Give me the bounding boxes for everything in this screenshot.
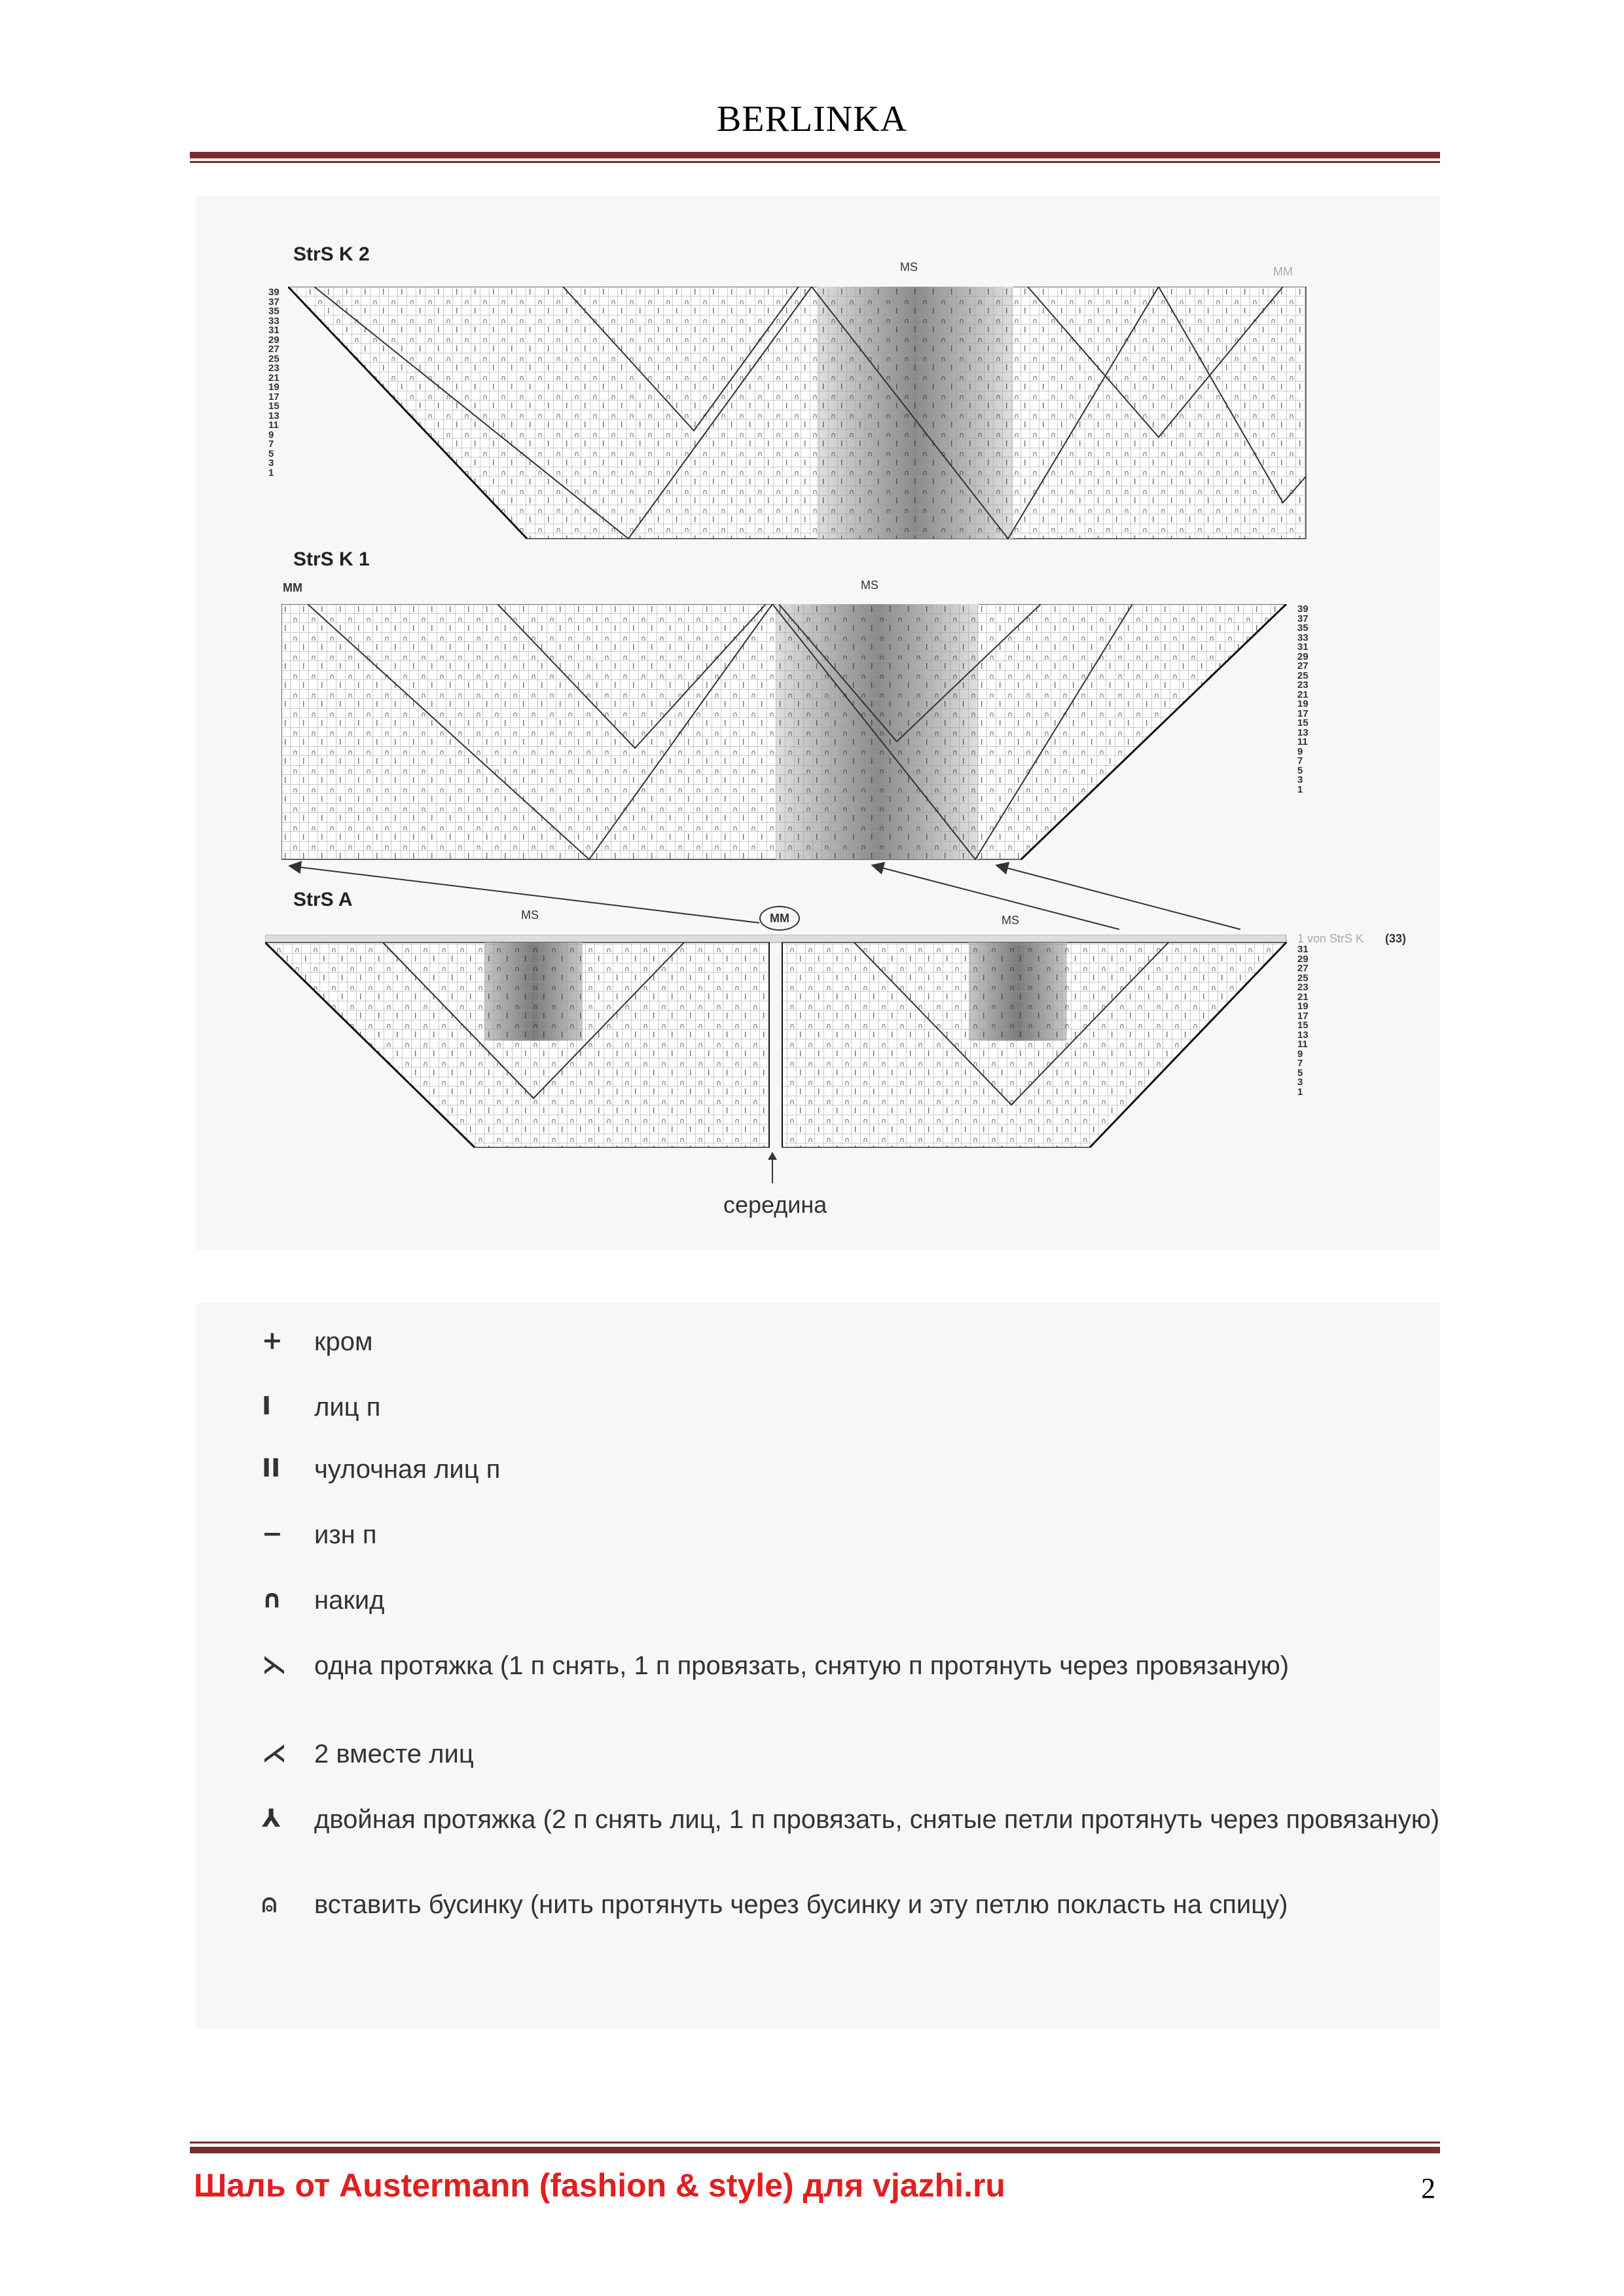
row-number: 11 xyxy=(268,420,279,431)
row-number: 27 xyxy=(268,344,280,355)
row-number: 25 xyxy=(1297,670,1308,681)
center-label: середина xyxy=(723,1191,827,1218)
row-number: 39 xyxy=(268,287,280,298)
row-number: 3 xyxy=(1297,1077,1303,1088)
footer-rule-thin xyxy=(190,2142,1440,2144)
chart-a-von-count: (33) xyxy=(1385,932,1407,945)
row-number: 11 xyxy=(1297,1039,1308,1050)
chart-k2-row-numbers xyxy=(268,288,280,478)
footer-rule xyxy=(190,2147,1440,2153)
row-number: 3 xyxy=(1297,774,1303,785)
page-number: 2 xyxy=(1421,2172,1435,2204)
legend-item xyxy=(262,1453,500,1486)
row-number: 19 xyxy=(1297,1001,1308,1012)
row-number: 27 xyxy=(1297,660,1308,672)
chart-a-ms-right: MS xyxy=(1001,914,1019,927)
footer-text: Шаль от Austermann (fashion & style) для vjazhi.ru xyxy=(194,2167,1005,2204)
legend-text: лиц п xyxy=(314,1393,381,1422)
row-number: 31 xyxy=(268,325,280,336)
row-number: 3 xyxy=(268,457,274,469)
row-number: 23 xyxy=(1297,679,1308,691)
legend-text: одна протяжка (1 п снять, 1 п провязать, снятую п протянуть через провязаную) xyxy=(314,1651,1290,1680)
row-number: 33 xyxy=(1297,632,1308,643)
row-number: 13 xyxy=(268,410,280,422)
stockinette-icon: II xyxy=(262,1454,281,1482)
page-title: BERLINKA xyxy=(716,99,908,139)
row-number: 27 xyxy=(1297,963,1308,974)
row-number: 21 xyxy=(1297,991,1308,1003)
legend-item xyxy=(262,1888,1288,1921)
row-number: 23 xyxy=(268,363,280,374)
header-rule-thin xyxy=(190,161,1440,163)
k2tog-icon: ⋌ xyxy=(262,1738,287,1767)
row-number: 31 xyxy=(1297,641,1308,653)
header-rule xyxy=(190,152,1440,158)
row-number: 31 xyxy=(1297,944,1308,955)
row-number: 5 xyxy=(1297,764,1303,776)
row-number: 15 xyxy=(268,401,280,412)
chart-k1-row-numbers xyxy=(1297,605,1308,795)
row-number: 13 xyxy=(1297,726,1308,738)
legend-text: изн п xyxy=(314,1520,377,1549)
legend-text: вставить бусинку (нить протянуть через бусинку и эту петлю покласть на спицу) xyxy=(314,1890,1288,1919)
legend-item xyxy=(262,1803,1439,1836)
legend-item xyxy=(262,1325,373,1358)
chart-a-von: 1 von StrS K xyxy=(1297,932,1364,945)
row-number: 7 xyxy=(1297,1058,1303,1069)
chart-a-mm-marker: MM xyxy=(759,906,800,931)
chart-a-ms-left: MS xyxy=(521,908,539,922)
purl-icon: − xyxy=(262,1519,283,1548)
plus-icon: + xyxy=(262,1326,283,1355)
bead-icon: ⍝ xyxy=(262,1889,277,1918)
row-number: 9 xyxy=(268,429,274,440)
row-number: 35 xyxy=(268,306,280,317)
chart-a-row-numbers xyxy=(1297,945,1308,1097)
chart-k2-mm: MM xyxy=(1273,265,1293,278)
row-number: 5 xyxy=(1297,1067,1303,1079)
double-decrease-icon: ⅄ xyxy=(262,1804,281,1833)
legend-text: кром xyxy=(314,1327,373,1356)
legend-item xyxy=(262,1738,474,1770)
yarn-over-icon: ∩ xyxy=(262,1585,282,1613)
row-number: 7 xyxy=(268,439,274,450)
ssk-icon: ⋋ xyxy=(262,1650,287,1679)
legend-text: 2 вместе лиц xyxy=(314,1740,474,1768)
chart-a-label: StrS A xyxy=(293,889,353,910)
legend-text: накид xyxy=(314,1586,385,1615)
row-number: 29 xyxy=(1297,651,1308,662)
row-number: 15 xyxy=(1297,717,1308,728)
row-number: 11 xyxy=(1297,736,1308,747)
row-number: 25 xyxy=(268,353,280,365)
row-number: 7 xyxy=(1297,755,1303,766)
legend-text: чулочная лиц п xyxy=(314,1455,501,1484)
chart-a-grid xyxy=(265,935,1293,1151)
row-number: 33 xyxy=(268,315,280,327)
row-number: 29 xyxy=(1297,953,1308,965)
row-number: 25 xyxy=(1297,972,1308,984)
row-number: 9 xyxy=(1297,1048,1303,1060)
row-number: 5 xyxy=(268,448,274,459)
row-number: 35 xyxy=(1297,622,1308,634)
row-number: 1 xyxy=(1297,783,1303,795)
legend-item xyxy=(262,1584,385,1617)
legend-text: двойная протяжка (2 п снять лиц, 1 п провязать, снятые петли протянуть через провязаную) xyxy=(314,1805,1440,1834)
row-number: 1 xyxy=(268,467,274,478)
chart-k2-grid xyxy=(288,287,1309,542)
legend-item xyxy=(262,1518,377,1551)
knit-icon: I xyxy=(262,1391,272,1420)
row-number: 37 xyxy=(268,296,280,308)
row-number: 21 xyxy=(1297,689,1308,700)
chart-k1-mm: MM xyxy=(283,581,302,594)
row-number: 29 xyxy=(268,334,280,346)
row-number: 23 xyxy=(1297,982,1308,993)
chart-k1-ms: MS xyxy=(861,579,878,592)
row-number: 37 xyxy=(1297,613,1308,624)
row-number: 17 xyxy=(1297,708,1308,719)
row-number: 9 xyxy=(1297,745,1303,757)
chart-k2-label: StrS K 2 xyxy=(293,243,370,265)
row-number: 17 xyxy=(268,391,280,403)
chart-k2-ms: MS xyxy=(900,260,918,274)
row-number: 13 xyxy=(1297,1029,1308,1041)
row-number: 1 xyxy=(1297,1086,1303,1098)
legend-item xyxy=(262,1649,1289,1682)
legend-item xyxy=(262,1391,380,1424)
row-number: 39 xyxy=(1297,603,1308,615)
row-number: 17 xyxy=(1297,1010,1308,1022)
row-number: 19 xyxy=(268,382,280,393)
chart-k1-label: StrS K 1 xyxy=(293,548,370,570)
row-number: 19 xyxy=(1297,698,1308,709)
row-number: 21 xyxy=(268,372,280,384)
chart-k1-grid xyxy=(281,604,1290,863)
center-arrow-icon xyxy=(765,1152,780,1185)
row-number: 15 xyxy=(1297,1020,1308,1031)
